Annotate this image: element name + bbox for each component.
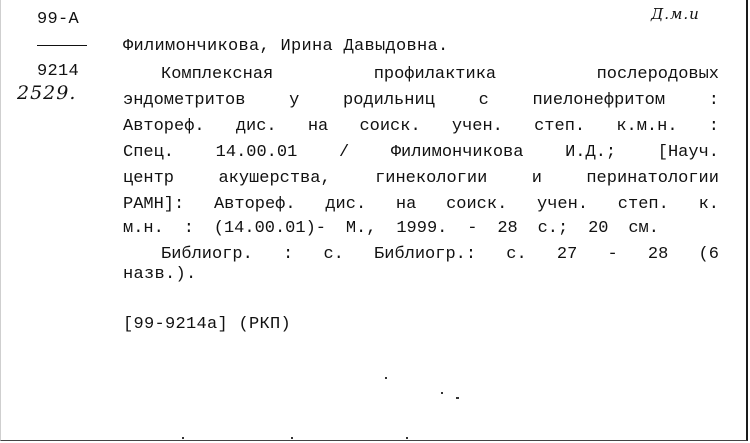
word: [Науч.: [657, 143, 719, 162]
word: центр: [123, 169, 175, 188]
divider-rule: [37, 45, 87, 46]
word: эндометритов: [123, 91, 246, 110]
handwritten-note-top: Д.м.и: [651, 5, 700, 23]
word: :: [708, 117, 719, 136]
word: учен.: [537, 195, 589, 214]
word: -: [607, 245, 618, 264]
word: Спец.: [123, 143, 175, 162]
word: степ.: [617, 195, 669, 214]
body-line-3: [123, 143, 719, 163]
word: -: [467, 219, 478, 238]
word: (14.00.01)-: [213, 219, 326, 238]
word: к.: [698, 195, 719, 214]
word: с.;: [537, 219, 569, 238]
body-line-1: [123, 91, 719, 111]
word: к.м.н.: [616, 117, 678, 136]
word: пиелонефритом: [532, 91, 666, 110]
word: 1999.: [396, 219, 448, 238]
word: И.Д.;: [565, 143, 617, 162]
word: (6: [698, 245, 719, 264]
word: дис.: [325, 195, 367, 214]
body-line-2: [123, 117, 719, 137]
word: 28: [497, 219, 518, 238]
word: Библиогр.: [161, 245, 253, 264]
word: дис.: [235, 117, 277, 136]
speck: [385, 377, 387, 379]
record-number: 9214: [37, 62, 80, 81]
word: соиск.: [446, 195, 508, 214]
word: на: [395, 195, 417, 214]
word: /: [338, 143, 350, 162]
word: РАМН]:: [123, 195, 185, 214]
word: :: [183, 219, 194, 238]
word: гинекологии: [375, 169, 488, 188]
word: 28: [647, 245, 669, 264]
word: Филимончикова: [390, 143, 524, 162]
word: 14.00.01: [215, 143, 298, 162]
word: :: [283, 245, 294, 264]
speck: [182, 437, 184, 439]
word: у: [289, 91, 300, 110]
word: м.н.: [123, 219, 164, 238]
word: послеродовых: [596, 65, 719, 84]
call-number: 99-А: [37, 10, 80, 29]
word: с: [478, 91, 489, 110]
author-heading: Филимончикова, Ирина Давыдовна.: [123, 37, 449, 56]
body-line-4: [123, 169, 719, 189]
speck: [291, 437, 293, 439]
word: на: [307, 117, 329, 136]
body-line-5: [123, 195, 719, 215]
word: родильниц: [343, 91, 435, 110]
word: соиск.: [359, 117, 421, 136]
word: учен.: [451, 117, 503, 136]
word: Комплексная: [161, 65, 274, 84]
speck: [441, 392, 443, 394]
word: М.,: [345, 219, 377, 238]
word: 20: [588, 219, 609, 238]
word: см.: [628, 219, 659, 238]
handwritten-note-left: 2529.: [17, 82, 77, 104]
speck: [406, 437, 408, 439]
word: Автореф.: [213, 195, 296, 214]
word: 27: [556, 245, 578, 264]
word: с.: [323, 245, 344, 264]
word: и: [531, 169, 542, 188]
biblio-line: [161, 245, 719, 265]
word: степ.: [534, 117, 586, 136]
speck: [456, 397, 459, 399]
shelfmark: [99-9214а] (РКП): [123, 315, 292, 334]
word: :: [708, 91, 719, 110]
word: перинатологии: [586, 169, 719, 188]
word: с.: [506, 245, 527, 264]
word: Библиогр.:: [374, 245, 477, 264]
word: Автореф.: [123, 117, 205, 136]
body-line-6: [123, 219, 659, 239]
word: профилактика: [373, 65, 497, 84]
biblio-continuation: назв.).: [123, 265, 197, 284]
word: акушерства,: [218, 169, 331, 188]
title-line-1: [161, 65, 719, 85]
